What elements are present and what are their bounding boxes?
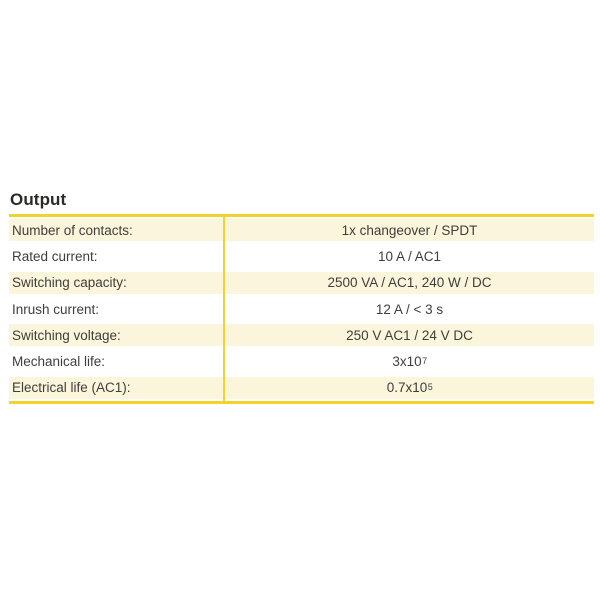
spec-label: Switching capacity: xyxy=(12,275,127,291)
column-divider-line xyxy=(223,217,225,401)
output-spec-section xyxy=(9,190,594,404)
spec-row-inrush-current xyxy=(9,296,594,322)
spec-value: 3x10 $^7$ xyxy=(392,354,428,370)
spec-value-base: 0.7x10 xyxy=(386,380,428,396)
spec-label: Number of contacts: xyxy=(12,222,133,238)
spec-value-base: 3x10 xyxy=(392,354,422,370)
spec-row-mechanical-life xyxy=(9,348,594,374)
spec-label: Switching voltage: xyxy=(12,327,121,343)
spec-value: 0.7x10 $^5$ xyxy=(386,380,433,396)
spec-value: 12 A / < 3 s xyxy=(375,301,444,317)
spec-value: 10 A / AC1 xyxy=(377,248,442,264)
spec-label: Mechanical life: xyxy=(12,354,106,370)
section-title: Output xyxy=(10,190,67,209)
spec-row-rated-current xyxy=(9,243,594,269)
spec-value: 2500 VA / AC1, 240 W / DC xyxy=(327,275,492,291)
spec-label: Inrush current: xyxy=(12,301,100,317)
spec-row-switching-voltage xyxy=(9,322,594,348)
spec-value: 250 V AC1 / 24 V DC xyxy=(346,327,473,343)
spec-row-switching-capacity xyxy=(9,270,594,296)
spec-row-electrical-life xyxy=(9,375,594,401)
spec-row-number-of-contacts xyxy=(9,217,594,243)
spec-value: 1x changeover / SPDT xyxy=(341,222,478,238)
spec-label: Rated current: xyxy=(12,248,98,264)
spec-table xyxy=(9,214,594,404)
spec-label: Electrical life (AC1): xyxy=(12,380,131,396)
